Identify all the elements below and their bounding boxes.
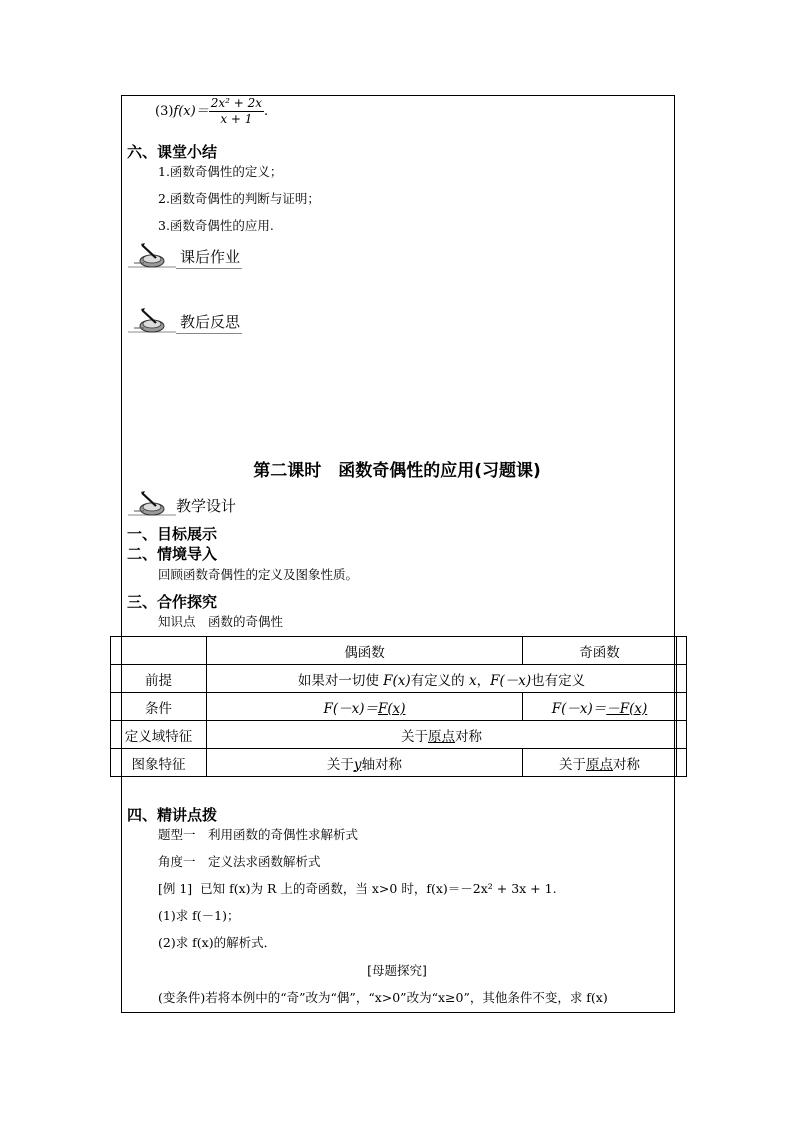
- angle-1: 角度一 定义法求函数解析式: [158, 854, 321, 869]
- premise-row: [111, 665, 687, 693]
- domain-text: [207, 721, 677, 749]
- odd-graph-pre: 关于: [559, 756, 586, 773]
- summary-item-3: 3.函数奇偶性的应用.: [158, 218, 274, 233]
- summary-item-2: 2.函数奇偶性的判断与证明；: [158, 191, 320, 206]
- section-2-heading: 二、情境导入: [127, 545, 218, 563]
- fraction-numerator: 2x² + 2x: [210, 96, 263, 110]
- table-edge-cell: [677, 721, 687, 749]
- premise-post: 也有定义: [531, 672, 586, 689]
- premise-label: 前提: [111, 665, 207, 693]
- even-function-header: 偶函数: [207, 637, 523, 665]
- condition-label: 条件: [111, 693, 207, 721]
- table-edge-cell: [677, 665, 687, 693]
- summary-item-1: 1.函数奇偶性的定义；: [158, 164, 283, 179]
- even-condition-lhs: F(－x)＝: [323, 700, 378, 717]
- odd-graph-post: 对称: [613, 756, 640, 773]
- graph-label: 图象特征: [111, 749, 207, 777]
- premise-x: x: [468, 672, 477, 689]
- fraction: [209, 96, 264, 127]
- graph-row: [111, 749, 687, 777]
- exercise-3: [155, 96, 268, 127]
- premise-text: [207, 665, 677, 693]
- example-tag: [例 1]: [158, 881, 193, 896]
- fraction-denominator: x + 1: [220, 112, 253, 126]
- book-pen-icon: [128, 306, 176, 334]
- odd-graph: [523, 749, 677, 777]
- reflection-heading: [128, 306, 242, 334]
- premise-mid: 有定义的: [410, 672, 469, 689]
- lesson-title: 第二课时 函数奇偶性的应用(习题课): [253, 461, 541, 481]
- intro-text: 回顾函数奇偶性的定义及图象性质。: [158, 567, 359, 582]
- even-graph: [207, 749, 523, 777]
- odd-condition-lhs: F(－x)＝: [551, 700, 607, 717]
- period: .: [264, 104, 269, 119]
- reflection-label: 教后反思: [176, 311, 242, 334]
- example-text: 已知 f(x)为 R 上的奇函数，当 x>0 时，f(x)＝－2x² + 3x + 1.: [200, 881, 557, 896]
- domain-post: 对称: [455, 728, 482, 745]
- table-corner: [111, 637, 207, 665]
- table-edge-cell: [677, 693, 687, 721]
- book-pen-icon: [128, 241, 176, 269]
- question-1: (1)求 f(－1)；: [158, 908, 240, 923]
- parity-table: [110, 636, 687, 777]
- question-type-1: 题型一 利用函数的奇偶性求解析式: [158, 827, 359, 842]
- question-2: (2)求 f(x)的解析式．: [158, 935, 277, 950]
- premise-fmx: F(－x): [490, 672, 532, 689]
- table-edge-cell: [677, 749, 687, 777]
- design-label: 教学设计: [176, 497, 237, 515]
- even-condition: [207, 693, 523, 721]
- domain-pre: 关于: [401, 728, 428, 745]
- even-graph-post: 轴对称: [361, 756, 403, 773]
- domain-label: 定义域特征: [111, 721, 207, 749]
- table-edge-cell: [677, 637, 687, 665]
- premise-comma: ，: [476, 672, 491, 689]
- odd-condition: [523, 693, 677, 721]
- design-heading: [128, 489, 238, 517]
- section-6-heading: 六、课堂小结: [127, 143, 218, 161]
- even-condition-rhs: F(x): [378, 700, 406, 717]
- example-1: [158, 879, 557, 897]
- premise-fx: F(x): [383, 672, 411, 689]
- section-1-heading: 一、目标展示: [127, 525, 218, 543]
- mother-problem-explore: [母题探究]: [367, 963, 427, 978]
- premise-pre: 如果对一切使: [297, 672, 384, 689]
- condition-row: [111, 693, 687, 721]
- knowledge-point: 知识点 函数的奇偶性: [158, 614, 284, 629]
- even-graph-key: y: [353, 756, 362, 773]
- odd-graph-key: 原点: [586, 756, 613, 773]
- variant-condition: (变条件)若将本例中的“奇”改为“偶”，“x>0”改为“x≥0”，其他条件不变，求 f(x): [158, 990, 608, 1005]
- book-pen-icon: [128, 489, 176, 517]
- section-3-heading: 三、合作探究: [127, 593, 218, 611]
- odd-function-header: 奇函数: [523, 637, 677, 665]
- domain-row: [111, 721, 687, 749]
- homework-heading: [128, 241, 242, 269]
- domain-key: 原点: [428, 728, 455, 745]
- table-header-row: [111, 637, 687, 665]
- section-4-heading: 四、精讲点拨: [127, 806, 218, 824]
- exercise-number: (3): [155, 104, 174, 119]
- homework-label: 课后作业: [176, 246, 242, 269]
- even-graph-pre: 关于: [326, 756, 354, 773]
- function-lhs: f(x)＝: [173, 104, 209, 119]
- odd-condition-rhs: －F(x): [606, 700, 648, 717]
